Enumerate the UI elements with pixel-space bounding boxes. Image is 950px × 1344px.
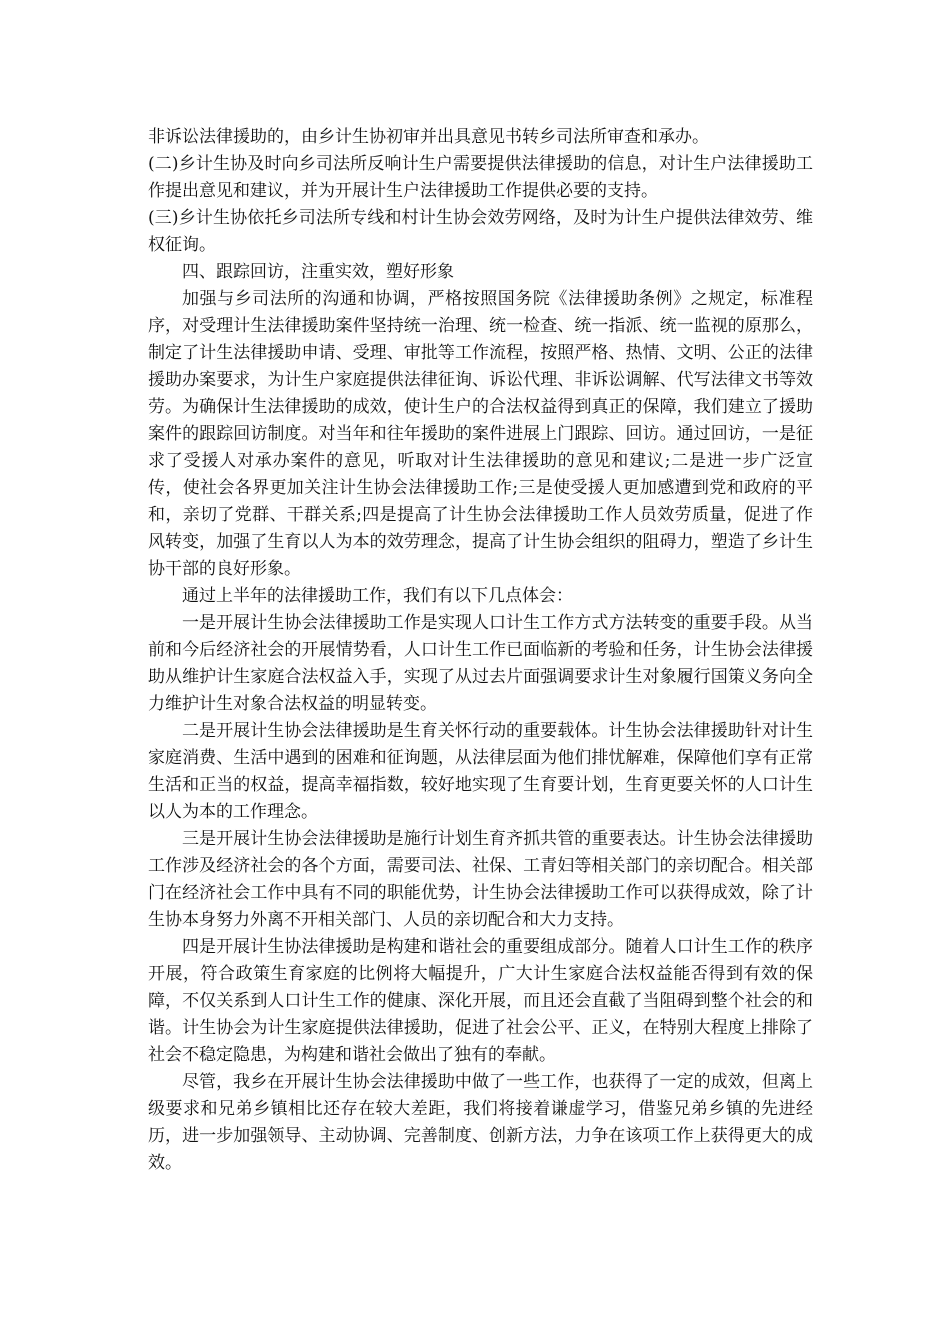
paragraph-follow-up: 加强与乡司法所的沟通和协调，严格按照国务院《法律援助条例》之规定，标准程序，对受理计生法律援助案件坚持统一治理、统一检查、统一指派、统一监视的原那么，制定了计生法律援助申请、受理、审批等工作流程，按照严格、热情、文明、公正的法律援助办案要求，为计生户家庭提供法律征询、诉讼代理、非诉讼调解、代写法律文书等效劳。为确保计生法律援助的成效，使计生户的合法权益得到真正的保障，我们建立了援助案件的跟踪回访制度。对当年和往年援助的案件进展上门跟踪、回访。通过回访，一是征求了受援人对承办案件的意见，听取对计生法律援助的意见和建议;二是进一步广泛宣传，使社会各界更加关注计生协会法律援助工作;三是使受援人更加感遭到党和政府的平和，亲切了党群、干群关系;四是提高了计生协会法律援助工作人员效劳质量，促进了作风转变，加强了生育以人为本的效劳理念，提高了计生协会组织的阻碍力，塑造了乡计生协干部的良好形象。 [148,289,813,579]
document-body [148,124,813,1177]
paragraph-experience-intro: 通过上半年的法律援助工作，我们有以下几点体会： [182,586,573,606]
paragraph-experience-2: 二是开展计生协会法律援助是生育关怀行动的重要载体。计生协会法律援助针对计生家庭消费、生活中遇到的困难和征询题，从法律层面为他们排忧解难，保障他们享有正常生活和正当的权益，提高幸福指数，较好地实现了生育要计划，生育更要关怀的人口计生以人为本的工作理念。 [148,721,813,822]
section-heading: 四、跟踪回访，注重实效，塑好形象 [182,262,454,282]
paragraph-item-2: (二)乡计生协及时向乡司法所反响计生户需要提供法律援助的信息，对计生户法律援助工作提出意见和建议，并为开展计生户法律援助工作提供必要的支持。 [148,154,813,201]
paragraph-continuation: 非诉讼法律援助的，由乡计生协初审并出具意见书转乡司法所审查和承办。 [148,127,709,147]
paragraph-item-3: (三)乡计生协依托乡司法所专线和村计生协会效劳网络，及时为计生户提供法律效劳、维权征询。 [148,208,813,255]
paragraph-experience-4: 四是开展计生协法律援助是构建和谐社会的重要组成部分。随着人口计生工作的秩序开展，符合政策生育家庭的比例将大幅提升，广大计生家庭合法权益能否得到有效的保障，不仅关系到人口计生工作的健康、深化开展，而且还会直截了当阻碍到整个社会的和谐。计生协会为计生家庭提供法律援助，促进了社会公平、正义，在特别大程度上排除了社会不稳定隐患，为构建和谐社会做出了独有的奉献。 [148,937,813,1065]
paragraph-conclusion: 尽管，我乡在开展计生协会法律援助中做了一些工作，也获得了一定的成效，但离上级要求和兄弟乡镇相比还存在较大差距，我们将接着谦虚学习，借鉴兄弟乡镇的先进经历，进一步加强领导、主动协调、完善制度、创新方法，力争在该项工作上获得更大的成效。 [148,1072,813,1173]
paragraph-experience-3: 三是开展计生协会法律援助是施行计划生育齐抓共管的重要表达。计生协会法律援助工作涉及经济社会的各个方面，需要司法、社保、工青妇等相关部门的亲切配合。相关部门在经济社会工作中具有不同的职能优势，计生协会法律援助工作可以获得成效，除了计生协本身努力外离不开相关部门、人员的亲切配合和大力支持。 [148,829,813,930]
paragraph-experience-1: 一是开展计生协会法律援助工作是实现人口计生工作方式方法转变的重要手段。从当前和今后经济社会的开展情势看，人口计生工作已面临新的考验和任务，计生协会法律援助从维护计生家庭合法权益入手，实现了从过去片面强调要求计生对象履行国策义务向全力维护计生对象合法权益的明显转变。 [148,613,813,714]
